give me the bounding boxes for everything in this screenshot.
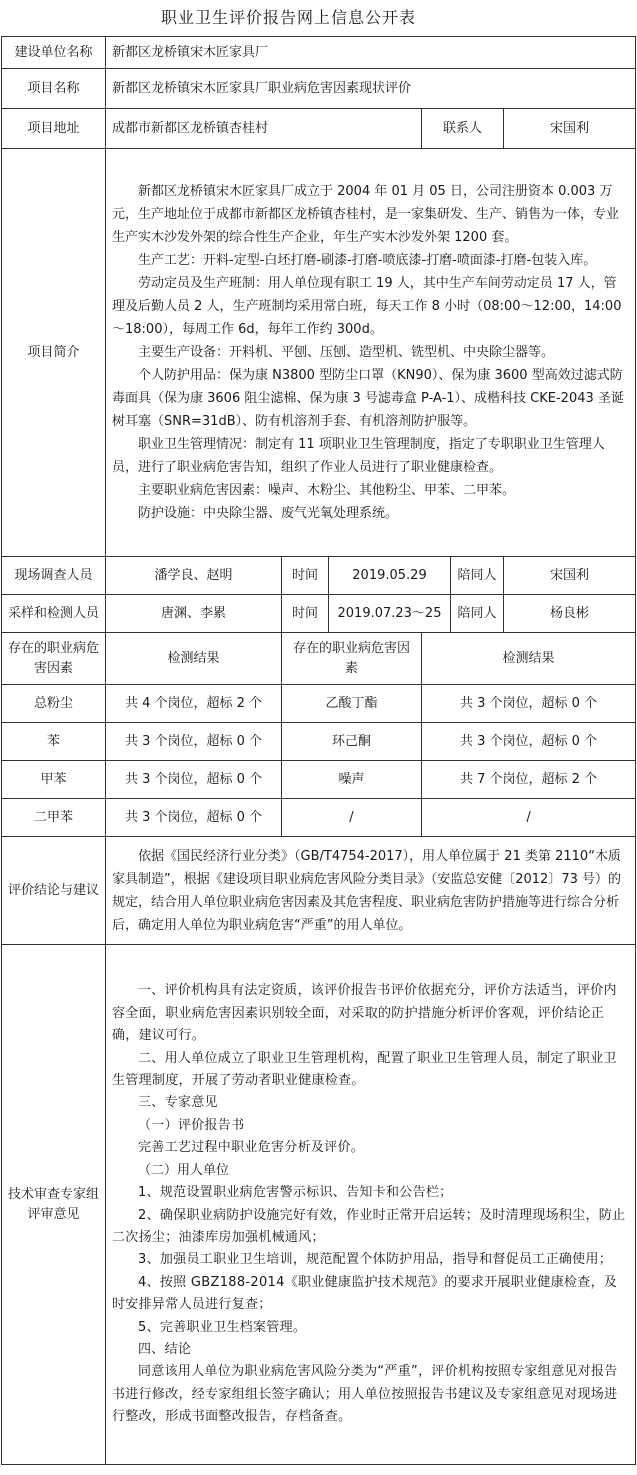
hazard-result-2: 共 3 个岗位，超标 0 个 bbox=[422, 723, 636, 761]
hazard-header-row bbox=[2, 633, 636, 685]
sampling-escort-label: 陪同人 bbox=[451, 595, 504, 633]
contact-value: 宋国利 bbox=[504, 109, 636, 149]
hazard-result: 共 3 个岗位，超标 0 个 bbox=[106, 761, 282, 799]
contact-label: 联系人 bbox=[422, 109, 504, 149]
row-review bbox=[2, 945, 636, 1465]
intro-paragraph: 个人防护用品：保为康 N3800 型防尘口罩（KN90）、保为康 3600 型高效过滤式防毒面具（保为康 3606 阻尘滤棉、保为康 3 号滤毒盒 P-A-1）、成楷科技 CKE-2043 圣诞树耳塞（SNR=31dB）、防有机溶剂手套、有机溶剂防护服等。 bbox=[112, 368, 624, 429]
hazard-row bbox=[2, 799, 636, 837]
hazard-factor: 甲苯 bbox=[2, 761, 106, 799]
sampling-time-label: 时间 bbox=[282, 595, 329, 633]
review-item: 5、完善职业卫生档案管理。 bbox=[138, 1319, 307, 1335]
hazard-factor-2: 环己酮 bbox=[282, 723, 422, 761]
sampling-people: 唐渊、李累 bbox=[106, 595, 282, 633]
review-sub-2: （二）用人单位 bbox=[138, 1162, 230, 1178]
survey-label: 现场调查人员 bbox=[2, 557, 106, 595]
intro-paragraph: 新都区龙桥镇宋木匠家具厂成立于 2004 年 01 月 05 日，公司注册资本 0.003 万元，生产地址位于成都市新都区龙桥镇杏桂村，是一家集研发、生产、销售为一体，专业生产实木沙发外架的综合性生产企业，年生产实木沙发外架 1200 套。 bbox=[112, 184, 620, 245]
intro-paragraph: 主要生产设备：开料机、平刨、压刨、造型机、铣型机、中央除尘器等。 bbox=[138, 345, 555, 360]
hazard-result-header: 检测结果 bbox=[106, 633, 282, 685]
conclusion-text: 依据《国民经济行业分类》（GB/T4754-2017），用人单位属于 21 类第 2110“木质家具制造”，根据《建设项目职业病危害风险分类目录》（安监总安健〔2012〕73 号）的规定，结合用人单位职业病危害因素及其危害程度、职业病危害防护措施等进行综合分析后，确定用人单位为职业病危害“严重”的用人单位。 bbox=[112, 848, 621, 933]
review-item: 4、按照 GBZ188-2014《职业健康监护技术规范》的要求开展职业健康检查，及时安排异常人员进行复查； bbox=[112, 1274, 618, 1313]
conclusion-content bbox=[106, 837, 636, 945]
intro-paragraph: 职业卫生管理情况：制定有 11 项职业卫生管理制度，指定了专职职业卫生管理人员，进行了职业病危害告知，组织了作业人员进行了职业健康检查。 bbox=[112, 437, 605, 475]
row-intro bbox=[2, 149, 636, 557]
hazard-result: 共 3 个岗位，超标 0 个 bbox=[106, 799, 282, 837]
row-project-name bbox=[2, 69, 636, 109]
page-title: 职业卫生评价报告网上信息公开表 bbox=[160, 8, 416, 27]
review-final: 同意该用人单位为职业病危害风险分类为“严重”，评价机构按照专家组意见对报告书进行修改，经专家组组长签字确认；用人单位按照报告书建议及专家组意见对现场进行整改，形成书面整改报告，存档备查。 bbox=[112, 1364, 618, 1425]
unit-label: 建设单位名称 bbox=[2, 37, 106, 69]
hazard-factor: 苯 bbox=[2, 723, 106, 761]
project-name-label: 项目名称 bbox=[2, 69, 106, 109]
hazard-factor-2: 乙酸丁酯 bbox=[282, 685, 422, 723]
review-heading-4: 四、结论 bbox=[138, 1341, 192, 1357]
intro-label: 项目简介 bbox=[2, 149, 106, 557]
address-label: 项目地址 bbox=[2, 109, 106, 149]
survey-escort-label: 陪同人 bbox=[451, 557, 504, 595]
survey-people: 潘学良、赵明 bbox=[106, 557, 282, 595]
row-conclusion bbox=[2, 837, 636, 945]
row-unit bbox=[2, 37, 636, 69]
hazard-result-header-2: 检测结果 bbox=[422, 633, 636, 685]
survey-time: 2019.05.29 bbox=[329, 557, 451, 595]
row-sampling bbox=[2, 595, 636, 633]
review-point-2: 二、用人单位成立了职业卫生管理机构，配置了职业卫生管理人员，制定了职业卫生管理制度，开展了劳动者职业健康检查。 bbox=[112, 1050, 617, 1089]
hazard-factor-header: 存在的职业病危害因素 bbox=[2, 633, 106, 685]
sampling-time: 2019.07.23～25 bbox=[329, 595, 451, 633]
hazard-factor: 总粉尘 bbox=[2, 685, 106, 723]
conclusion-label: 评价结论与建议 bbox=[2, 837, 106, 945]
review-sub-1: （一）评价报告书 bbox=[138, 1117, 245, 1133]
review-point-1: 一、评价机构具有法定资质，该评价报告书评价依据充分，评价方法适当，评价内容全面，职业病危害因素识别较全面，对采取的防护措施分析评价客观，评价结论正确，建议可行。 bbox=[112, 983, 617, 1044]
disclosure-table bbox=[1, 36, 636, 1465]
intro-paragraph: 生产工艺：开料-定型-白坯打磨-刷漆-打磨-喷底漆-打磨-喷面漆-打磨-包装入库。 bbox=[138, 253, 597, 268]
intro-paragraph: 主要职业病危害因素：噪声、木粉尘、其他粉尘、甲苯、二甲苯。 bbox=[138, 483, 516, 498]
hazard-row bbox=[2, 761, 636, 799]
row-address bbox=[2, 109, 636, 149]
hazard-factor-2: 噪声 bbox=[282, 761, 422, 799]
review-label: 技术审查专家组评审意见 bbox=[2, 945, 106, 1465]
project-name-value: 新都区龙桥镇宋木匠家具厂职业病危害因素现状评价 bbox=[106, 69, 636, 109]
review-item: 1、规范设置职业病危害警示标识、告知卡和公告栏； bbox=[138, 1185, 453, 1201]
hazard-result-2: / bbox=[422, 799, 636, 837]
hazard-result-2: 共 7 个岗位，超标 2 个 bbox=[422, 761, 636, 799]
review-sub-1-text: 完善工艺过程中职业危害分析及评价。 bbox=[138, 1140, 365, 1156]
hazard-result: 共 4 个岗位，超标 2 个 bbox=[106, 685, 282, 723]
sampling-escort: 杨良彬 bbox=[504, 595, 636, 633]
hazard-result: 共 3 个岗位，超标 0 个 bbox=[106, 723, 282, 761]
hazard-result-2: 共 3 个岗位，超标 0 个 bbox=[422, 685, 636, 723]
sampling-label: 采样和检测人员 bbox=[2, 595, 106, 633]
review-heading-3: 三、专家意见 bbox=[138, 1095, 218, 1111]
address-value: 成都市新都区龙桥镇杏桂村 bbox=[106, 109, 422, 149]
review-item: 2、确保职业病防护设施完好有效，作业时正常开启运转；及时清理现场积尘，防止二次扬尘；油漆库房加强机械通风； bbox=[112, 1207, 626, 1245]
survey-escort: 宋国利 bbox=[504, 557, 636, 595]
row-survey bbox=[2, 557, 636, 595]
hazard-row bbox=[2, 723, 636, 761]
survey-time-label: 时间 bbox=[282, 557, 329, 595]
intro-content bbox=[106, 149, 636, 557]
hazard-factor-header-2: 存在的职业病危害因素 bbox=[282, 633, 422, 685]
intro-paragraph: 劳动定员及生产班制：用人单位现有职工 19 人，其中生产车间劳动定员 17 人，管理及后勤人员 2 人，生产班制均采用常白班，每天工作 8 小时（08:00～12:00，14:00～18:00），每周工作 6d，每年工作约 300d。 bbox=[112, 276, 622, 337]
review-content bbox=[106, 945, 636, 1465]
intro-paragraph: 防护设施：中央除尘器、废气光氧处理系统。 bbox=[138, 506, 399, 521]
hazard-factor: 二甲苯 bbox=[2, 799, 106, 837]
hazard-row bbox=[2, 685, 636, 723]
review-item: 3、加强员工职业卫生培训，规范配置个体防护用品，指导和督促员工正确使用； bbox=[138, 1252, 613, 1268]
hazard-factor-2: / bbox=[282, 799, 422, 837]
unit-value: 新都区龙桥镇宋木匠家具厂 bbox=[106, 37, 636, 69]
